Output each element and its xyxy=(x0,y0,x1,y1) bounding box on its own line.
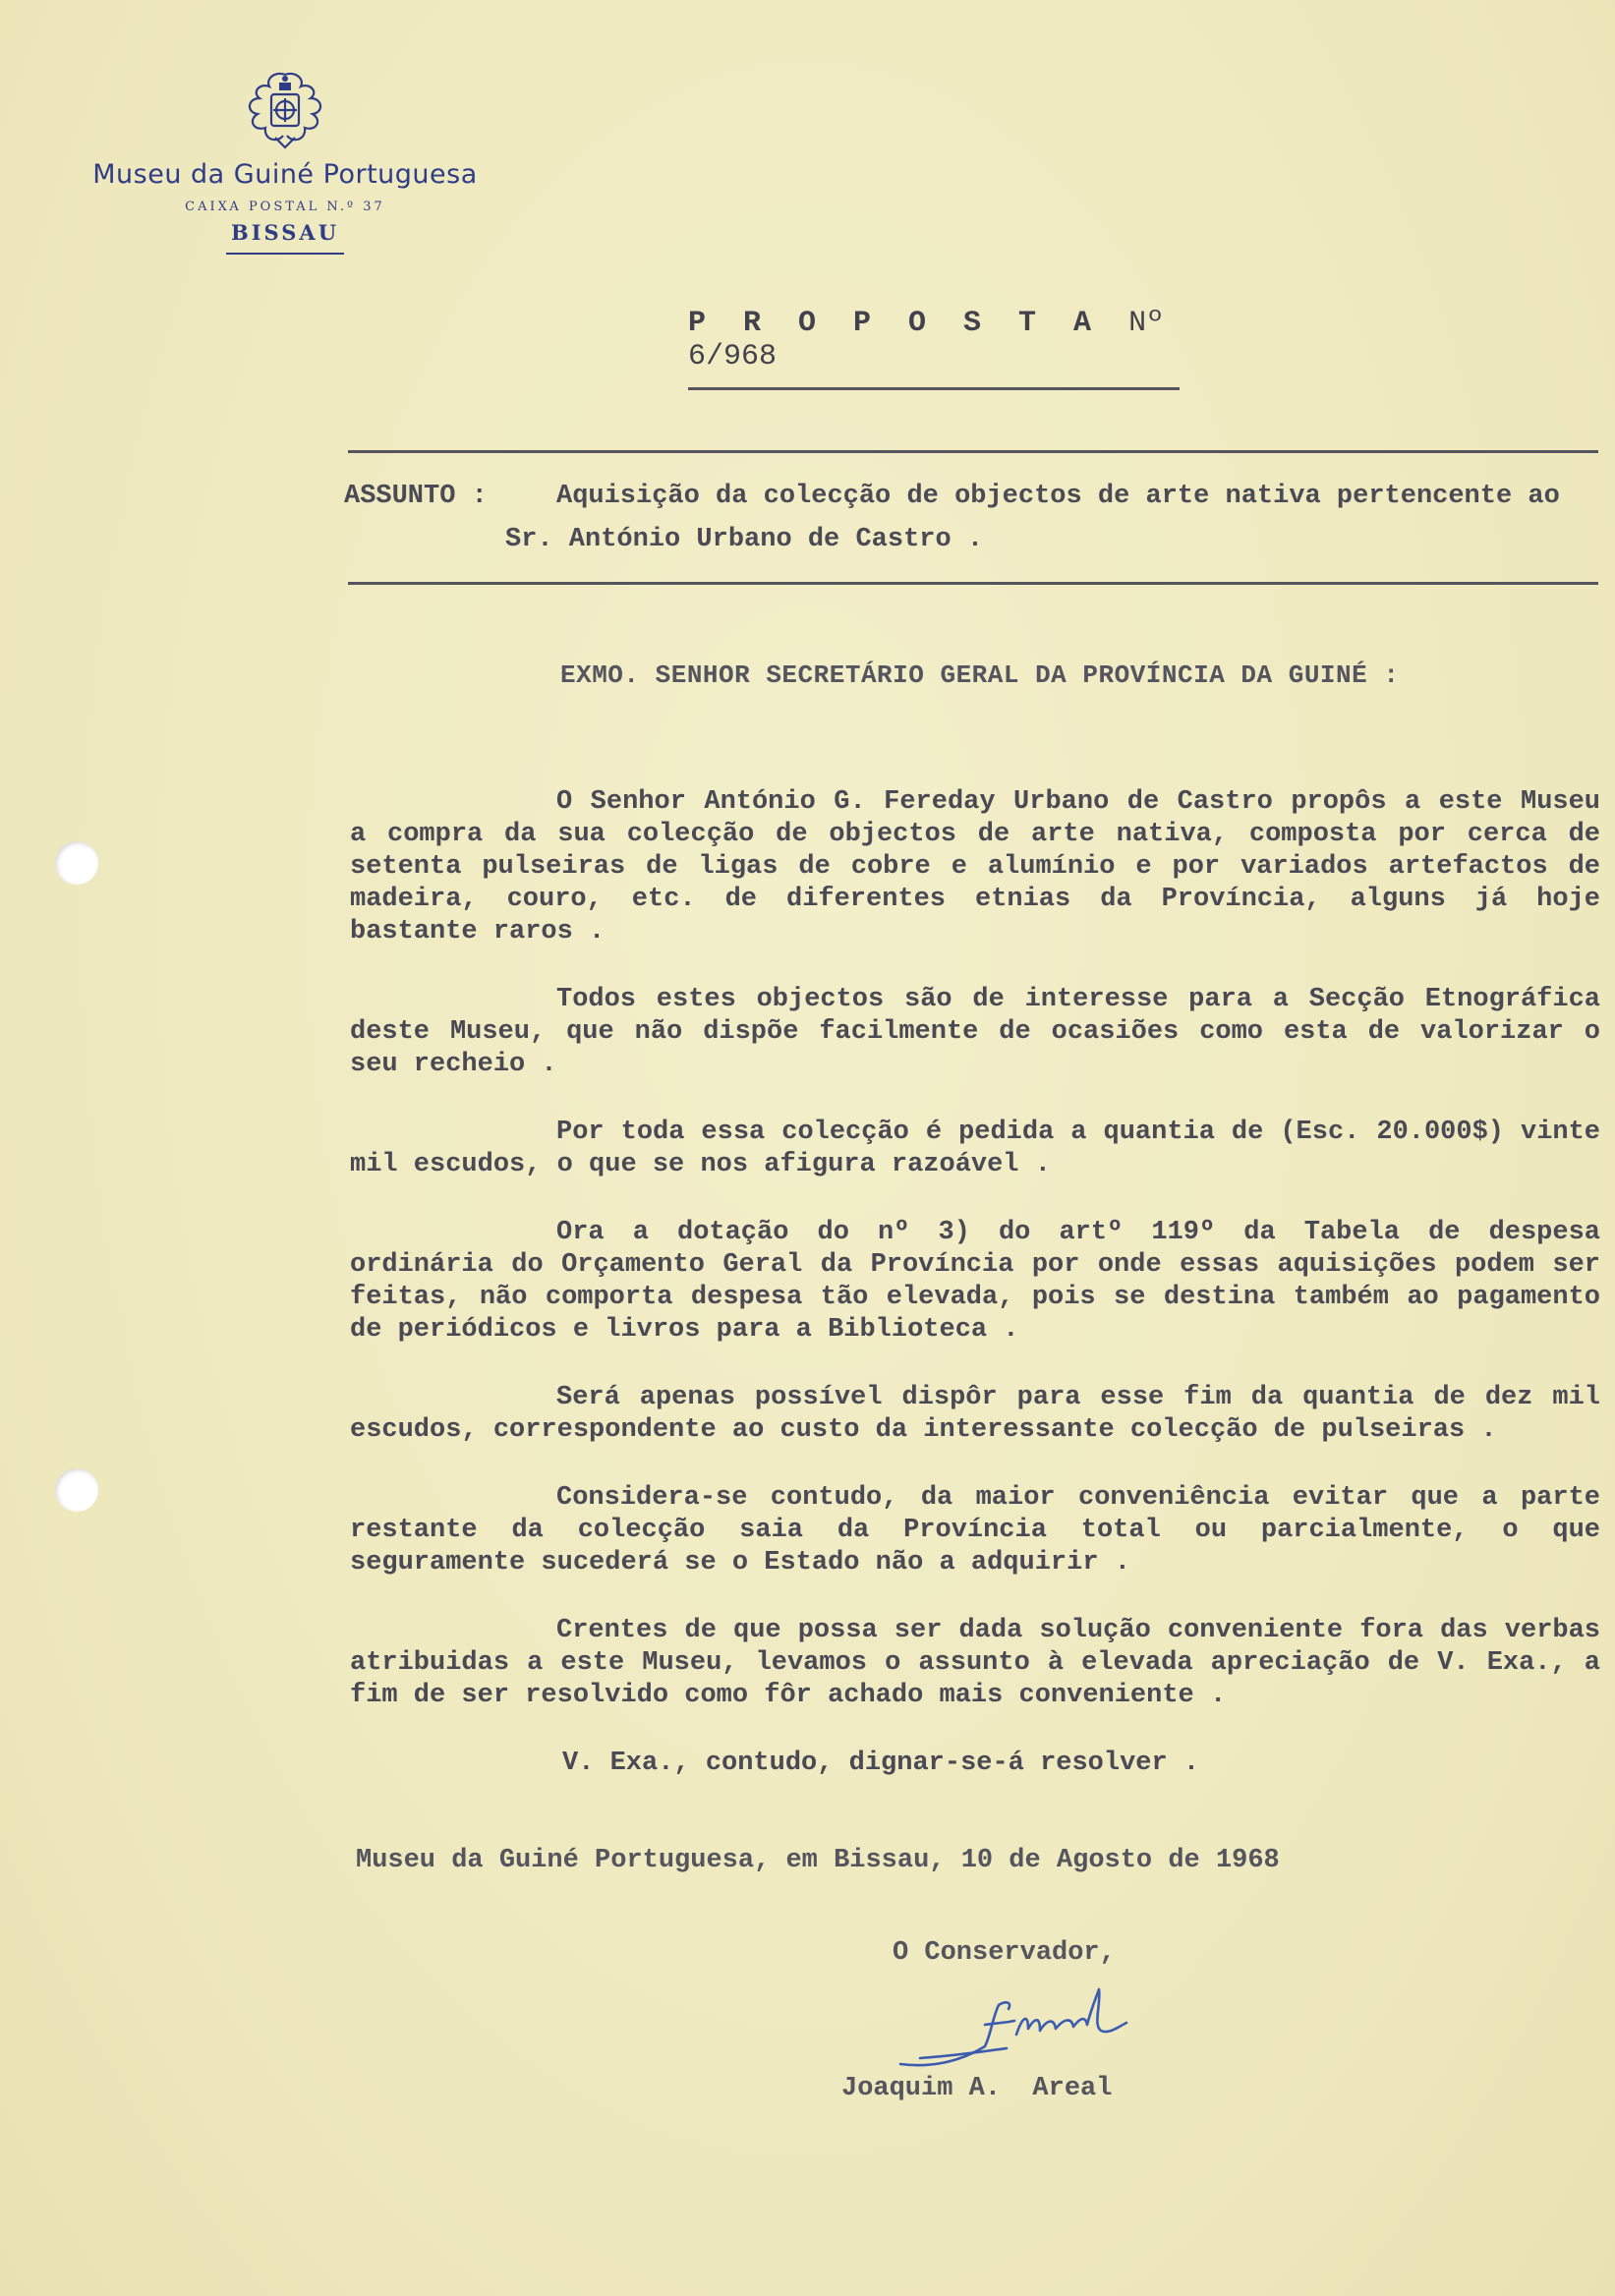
subject-rule-bottom xyxy=(348,582,1598,585)
body-paragraph: Crentes de que possa ser dada solução conveniente fora das verbas atribuidas a este Museu, levamos o assunto à elevada apreciação de V. Exa., a fim de ser resolvido como fôr achado mais conveniente . xyxy=(350,1616,1600,1710)
postal-box: CAIXA POSTAL N.º 37 xyxy=(185,200,385,214)
proposal-title xyxy=(688,307,1180,390)
body-paragraph: Considera-se contudo, da maior conveniência evitar que a parte restante da colecção saia da Província total ou parcialmente, o que seguramente sucederá se o Estado não a adquirir . xyxy=(350,1483,1600,1578)
body-paragraph: O Senhor António G. Fereday Urbano de Castro propôs a este Museu a compra da sua colecção de objectos de arte nativa, composta por cerca de setenta pulseiras de ligas de cobre e alumínio e por variados artefactos de madeira, couro, etc. de diferentes etnias da Província, alguns já hoje bastante raros . xyxy=(350,787,1600,947)
subject-label: ASSUNTO : xyxy=(344,482,488,511)
signatory-name: Joaquim A. Areal xyxy=(841,2074,1113,2103)
letterhead xyxy=(59,69,511,255)
handwritten-signature xyxy=(891,1966,1146,2084)
subject-block xyxy=(344,475,1602,561)
title-number: Nº 6/968 xyxy=(688,307,1165,373)
subject-line-2: Sr. António Urbano de Castro . xyxy=(505,525,984,554)
punch-hole-top xyxy=(55,841,98,885)
letter-body xyxy=(350,786,1600,1780)
city-name: BISSAU xyxy=(230,220,340,245)
title-underline xyxy=(688,387,1180,390)
city-underline xyxy=(226,253,344,255)
place-and-date: Museu da Guiné Portuguesa, em Bissau, 10 de Agosto de 1968 xyxy=(356,1846,1280,1875)
subject-line-1: Aquisição da colecção de objectos de arte nativa pertencente ao xyxy=(556,482,1560,511)
body-paragraph: Ora a dotação do nº 3) do artº 119º da Tabela de despesa ordinária do Orçamento Geral da Província por onde essas aquisições podem ser feitas, não comporta despesa tão elevada, pois se destina também ao pagamento de periódicos e livros para a Biblioteca . xyxy=(350,1218,1600,1345)
punch-hole-bottom xyxy=(55,1468,98,1512)
coat-of-arms-icon xyxy=(236,69,334,153)
museum-name: Museu da Guiné Portuguesa xyxy=(92,159,478,190)
subject-rule-top xyxy=(348,450,1598,453)
salutation: EXMO. SENHOR SECRETÁRIO GERAL DA PROVÍNCIA DA GUINÉ : xyxy=(560,660,1400,690)
title-word: P R O P O S T A xyxy=(688,307,1102,340)
signatory-title: O Conservador, xyxy=(893,1938,1116,1968)
closing-line: V. Exa., contudo, dignar-se-á resolver . xyxy=(562,1749,1200,1778)
body-paragraph: Será apenas possível dispôr para esse fim da quantia de dez mil escudos, correspondente ao custo da interessante colecção de pulseiras . xyxy=(350,1383,1600,1445)
body-paragraph: Todos estes objectos são de interesse para a Secção Etnográfica deste Museu, que não dispõe facilmente de ocasiões como esta de valorizar o seu recheio . xyxy=(350,985,1600,1079)
body-paragraph: Por toda essa colecção é pedida a quantia de (Esc. 20.000$) vinte mil escudos, o que se nos afigura razoável . xyxy=(350,1118,1600,1179)
